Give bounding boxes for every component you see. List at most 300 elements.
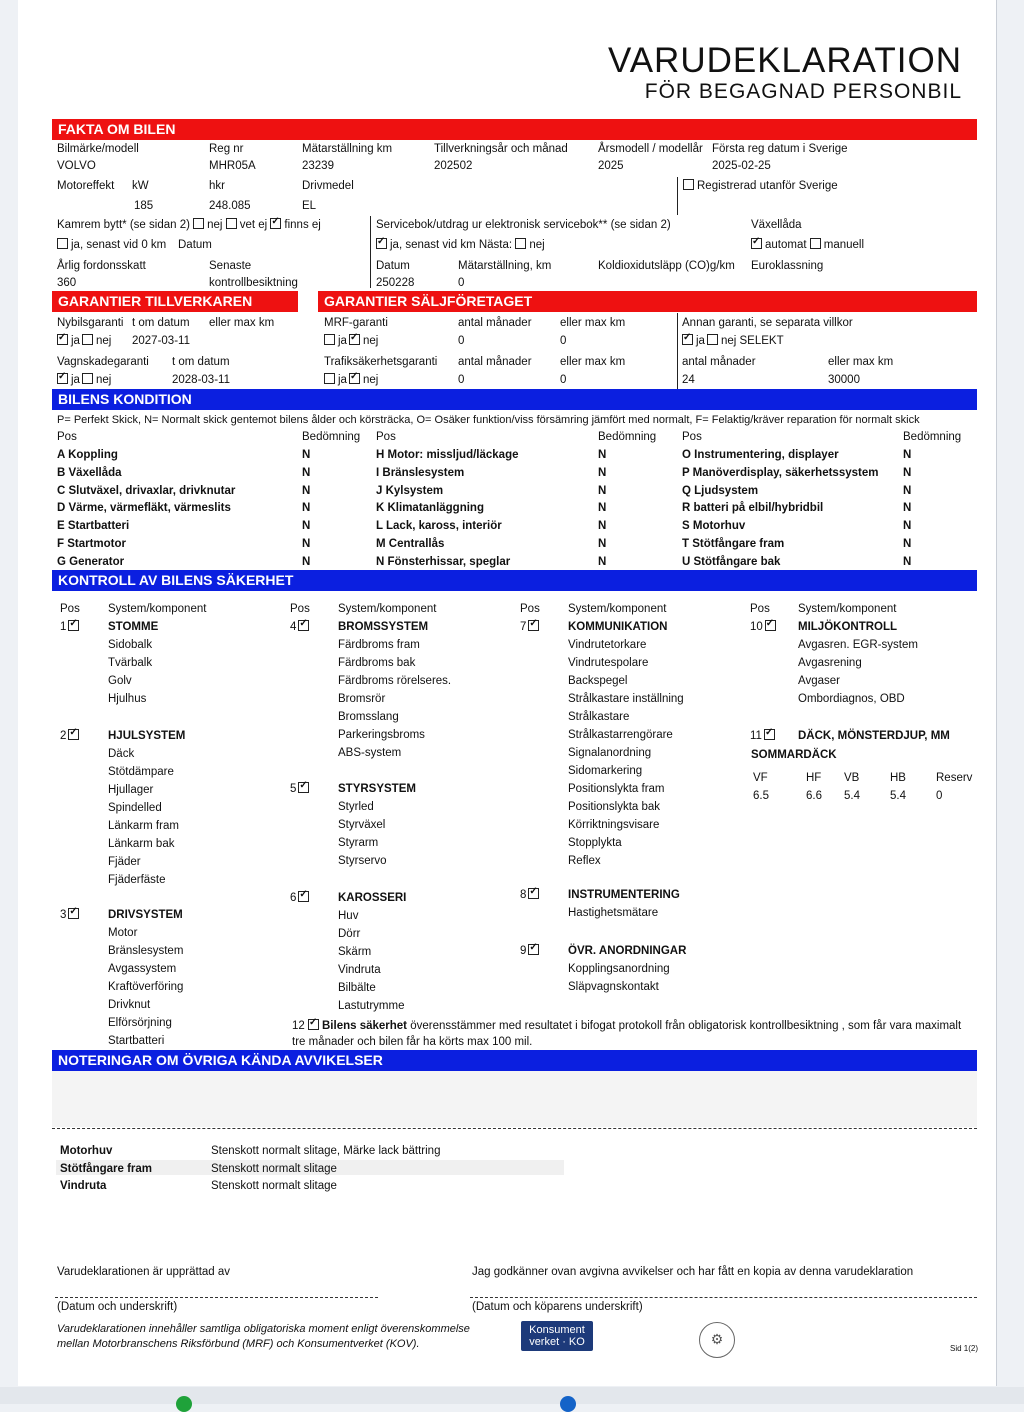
mrf-nej: nej (362, 335, 379, 347)
value-annan-max: 30000 (828, 374, 860, 386)
reg-utanfor-sverige (683, 179, 838, 193)
group-number: 2 (60, 730, 67, 742)
tire-season: SOMMARDÄCK (751, 749, 837, 761)
value-mrf-antal: 0 (458, 335, 465, 347)
label-tillverkningsar: Tillverkningsår och månad (434, 143, 568, 155)
label-trafik-antal: antal månader (458, 356, 532, 368)
kontroll-item: Bromsrör (338, 693, 386, 705)
servicebok-row (376, 238, 545, 252)
kontroll-item: Spindelled (108, 802, 162, 814)
label-arsmodell: Årsmodell / modellår (598, 143, 703, 155)
kontroll-item: Elförsörjning (108, 1017, 172, 1029)
kamrem-label: Kamrem bytt* (se sidan 2) (57, 219, 190, 231)
section-header-fakta: FAKTA OM BILEN (52, 119, 977, 140)
label-annan-garanti: Annan garanti, se separata villkor (682, 317, 853, 329)
note-part: Stötfångare fram (60, 1162, 153, 1175)
kontroll-item: Hjullager (108, 784, 154, 796)
page-number: Sid 1(2) (950, 1344, 979, 1353)
kontroll-item: Ombordiagnos, OBD (798, 693, 905, 705)
kontroll-item: Bränslesystem (108, 945, 184, 957)
kondition-grade: N (302, 520, 311, 533)
checkbox-checked[interactable] (270, 218, 281, 229)
kontroll-item: Länkarm fram (108, 820, 179, 832)
label-drivmedel: Drivmedel (302, 180, 354, 192)
annan-ja: ja (696, 335, 705, 347)
label-trafik-max: eller max km (560, 356, 626, 368)
kontroll-item: Länkarm bak (108, 838, 175, 850)
title-line2: FÖR BEGAGNAD PERSONBIL (644, 80, 962, 103)
kontroll-item: Strålkastarrengörare (568, 729, 673, 741)
checkbox-checked[interactable] (528, 620, 539, 631)
vaxellada-manuell: manuell (823, 239, 865, 251)
kondition-item: Q Ljudsystem (682, 484, 759, 497)
kontroll-group-name: STOMME (108, 621, 159, 633)
kontroll-item: ABS-system (338, 747, 402, 759)
kontroll-item: Sidobalk (108, 639, 153, 651)
checkbox[interactable] (324, 334, 335, 345)
kondition-item: C Slutväxel, drivaxlar, drivknutar (57, 484, 236, 497)
section-header-garantier-saljforetaget: GARANTIER SÄLJFÖRETAGET (318, 291, 977, 312)
kondition-grade: N (302, 538, 311, 550)
kondition-grade: N (598, 538, 607, 550)
value-fordonsskatt: 360 (57, 277, 77, 289)
kondition-bedomning-2: Bedömning (598, 431, 657, 443)
notes-area (52, 1071, 977, 1127)
kondition-item: H Motor: missljud/läckage (376, 449, 519, 461)
checkbox-checked[interactable] (298, 891, 309, 902)
kontroll-group-name: BROMSSYSTEM (338, 621, 429, 633)
kontroll-group-header (750, 620, 779, 634)
value-arsmodell: 2025 (598, 160, 624, 172)
kontroll-item: Strålkastare inställning (568, 693, 684, 705)
signature-right-sub: (Datum och köparens underskrift) (472, 1301, 643, 1313)
section-header-garantier-tillverkaren: GARANTIER TILLVERKAREN (52, 291, 298, 312)
trafik-nej: nej (362, 374, 379, 386)
group-number: 6 (290, 892, 297, 904)
servicebok-ja: ja, senast vid km (390, 239, 476, 251)
checkbox-checked[interactable] (349, 334, 360, 345)
note-text: Stenskott normalt slitage (211, 1180, 337, 1192)
kondition-item: U Stötfångare bak (682, 555, 781, 568)
kontroll-item: Vindrutespolare (568, 657, 649, 669)
checkbox-checked[interactable] (764, 729, 775, 740)
label-kontrollbesiktning: kontrollbesiktning (209, 277, 298, 289)
kontroll-item-12 (292, 1019, 961, 1033)
value-drivmedel: EL (302, 200, 317, 212)
kontroll-item: Backspegel (568, 675, 628, 687)
document-title (608, 42, 962, 104)
divider (677, 313, 678, 389)
kontroll-item: Bilbälte (338, 982, 376, 994)
tire-header: VB (844, 772, 860, 784)
kondition-item: K Klimatanläggning (376, 502, 484, 515)
kontroll-item: Bromsslang (338, 711, 399, 723)
kontroll-item: Däck (108, 748, 135, 760)
value-forsta-reg: 2025-02-25 (712, 160, 771, 172)
kontroll-item: Färdbroms fram (338, 639, 420, 651)
checkbox-checked[interactable] (682, 334, 693, 345)
kondition-item: S Motorhuv (682, 520, 746, 533)
annan-nej: nej (720, 335, 737, 347)
kondition-item: N Fönsterhissar, speglar (376, 555, 511, 568)
label-mrf-antal: antal månader (458, 317, 532, 329)
kontroll-item: Hjulhus (108, 693, 147, 705)
kontroll-group-name: HJULSYSTEM (108, 730, 186, 742)
note-text: Stenskott normalt slitage, Märke lack bättring (211, 1145, 441, 1157)
checkbox-checked[interactable] (298, 620, 309, 631)
kontroll-item: Styrservo (338, 855, 387, 867)
viewer-footer-bar (0, 1387, 1024, 1404)
annan-janej (682, 334, 784, 348)
kontroll-group-header (520, 944, 542, 958)
checkbox[interactable] (193, 218, 204, 229)
kontroll-group-name: ÖVR. ANORDNINGAR (568, 945, 687, 957)
vagn-janej (57, 373, 111, 387)
group-number: 4 (290, 621, 297, 633)
label-fordonsskatt: Årlig fordonsskatt (57, 260, 146, 272)
checkbox-checked[interactable] (528, 944, 539, 955)
kontroll-item: Huv (338, 910, 359, 922)
title-line1: VARUDEKLARATION (607, 41, 962, 80)
label-forsta-reg: Första reg datum i Sverige (712, 143, 848, 155)
kamrem-datum: Datum (178, 239, 212, 251)
label-regnr: Reg nr (209, 143, 244, 155)
kondition-grade: N (302, 449, 311, 461)
kondition-pos-2: Pos (376, 431, 396, 443)
vaxellada-automat: automat (765, 239, 807, 251)
signature-left-label: Varudeklarationen är upprättad av (57, 1266, 231, 1278)
kontroll-item: Färdbroms bak (338, 657, 416, 669)
label-matarstallning-km: Mätarställning, km (458, 260, 552, 272)
label-matarstallning: Mätarställning km (302, 143, 393, 155)
label-kw: kW (132, 180, 149, 192)
info-icon (560, 1396, 576, 1412)
checkbox-checked[interactable] (298, 782, 309, 793)
kondition-grade: N (302, 466, 311, 479)
kontroll-group-name: MILJÖKONTROLL (798, 621, 898, 633)
group-number: 10 (750, 621, 763, 633)
logo-line1: Konsument (529, 1324, 585, 1336)
kontroll-item: Styrarm (338, 837, 379, 849)
checkbox-checked[interactable] (68, 908, 79, 919)
kontroll-item: Kopplingsanordning (568, 963, 670, 975)
kondition-grade: N (903, 466, 912, 479)
checkbox-checked[interactable] (57, 334, 68, 345)
checkbox[interactable] (515, 238, 526, 249)
kondition-grade: N (903, 555, 912, 568)
kondition-grade: N (598, 466, 607, 479)
konsumentverket-logo (521, 1321, 593, 1351)
mrf-ja: ja (338, 335, 347, 347)
kondition-item: T Stötfångare fram (682, 538, 785, 550)
kontroll-group-header (750, 729, 778, 743)
signature-right-line[interactable] (470, 1297, 977, 1298)
label-mrf-garanti: MRF-garanti (324, 317, 388, 329)
vaxellada-row (751, 238, 864, 252)
item12-text1: överensstämmer med resultatet i bifogat protokoll från obligatorisk kontrollbesiktning , som får vara maximalt (407, 1020, 962, 1032)
kontroll-item: Parkeringsbroms (338, 729, 425, 741)
footer-text-2: mellan Motorbranschens Riksförbund (MRF) och Konsumentverket (KOV). (57, 1338, 420, 1350)
checkbox-checked[interactable] (376, 238, 387, 249)
checkbox[interactable] (82, 334, 93, 345)
value-hkr: 248.085 (209, 200, 251, 212)
label-vagnskadegaranti: Vagnskadegaranti (57, 356, 149, 368)
item12-text2: tre månader och bilen får ha körts max 100 mil. (292, 1036, 533, 1048)
trafik-ja: ja (338, 374, 347, 386)
kontroll-item: Avgasrening (798, 657, 862, 669)
kontroll-item: Fjäderfäste (108, 874, 166, 886)
label-mrf-max: eller max km (560, 317, 626, 329)
kontroll-item: Avgassystem (108, 963, 177, 975)
kontroll-item: Startbatteri (108, 1035, 165, 1047)
document-page (18, 0, 997, 1386)
vaxellada-label: Växellåda (751, 219, 802, 231)
divider (677, 177, 678, 215)
label-motoreffekt: Motoreffekt (57, 180, 115, 192)
group-number: 9 (520, 945, 527, 957)
kondition-item: A Koppling (57, 449, 118, 461)
kontroll-item: Strålkastare (568, 711, 630, 723)
label-annan-max: eller max km (828, 356, 894, 368)
nybil-janej (57, 334, 111, 348)
group-number: 3 (60, 909, 67, 921)
kontroll-group-name: KOMMUNIKATION (568, 621, 668, 633)
kontroll-item: Positionslykta bak (568, 801, 661, 813)
kondition-pos-1: Pos (57, 431, 77, 443)
note-text: Stenskott normalt slitage (211, 1162, 337, 1175)
kontroll-item: Styrväxel (338, 819, 386, 831)
kontroll-item: Avgasren. EGR-system (798, 639, 918, 651)
label-senaste: Senaste (209, 260, 252, 272)
checkbox-checked[interactable] (57, 373, 68, 384)
label-vagn-tom: t om datum (172, 356, 230, 368)
checkbox[interactable] (683, 179, 694, 190)
kontroll-item: Positionslykta fram (568, 783, 665, 795)
label-trafiksakerhetsgaranti: Trafiksäkerhetsgaranti (324, 356, 438, 368)
tire-header: HB (890, 772, 906, 784)
kontroll-item: Tvärbalk (108, 657, 153, 669)
kamrem-finns-ej: finns ej (284, 219, 321, 231)
kondition-item: E Startbatteri (57, 520, 130, 533)
kontroll-group-header (290, 782, 312, 796)
kontroll-group-name: DÄCK, MÖNSTERDJUP, MM (798, 730, 950, 742)
value-datum: 250228 (376, 277, 415, 289)
reg-utanfor-label: Registrerad utanför Sverige (697, 180, 838, 192)
value-bilmarke: VOLVO (57, 160, 96, 172)
checkbox-checked[interactable] (765, 620, 776, 631)
group-number: 7 (520, 621, 527, 633)
checkbox-checked[interactable] (528, 888, 539, 899)
checkbox[interactable] (707, 334, 718, 345)
kontroll-system-3: System/komponent (568, 603, 667, 615)
value-trafik-antal: 0 (458, 374, 465, 386)
checkbox[interactable] (57, 238, 68, 249)
logo-line2: verket · KO (529, 1336, 585, 1348)
kondition-item: P Manöverdisplay, säkerhetssystem (682, 466, 879, 479)
notes-divider (52, 1128, 977, 1129)
kontroll-item: Stötdämpare (108, 766, 174, 778)
kontroll-item: Lastutrymme (338, 1000, 405, 1012)
kondition-grade: N (598, 555, 607, 568)
servicebok-nej: nej (529, 239, 545, 251)
note-part: Vindruta (60, 1180, 107, 1192)
note-part: Motorhuv (60, 1145, 113, 1157)
tire-header: Reserv (936, 772, 973, 784)
kontroll-item: Golv (108, 675, 132, 687)
tire-value: 5.4 (844, 790, 860, 802)
section-header-noteringar: NOTERINGAR OM ÖVRIGA KÄNDA AVVIKELSER (52, 1050, 977, 1071)
kontroll-item: Släpvagnskontakt (568, 981, 659, 993)
kontroll-group-header (290, 891, 312, 905)
label-euroklassning: Euroklassning (751, 260, 824, 272)
value-tillverkningsar: 202502 (434, 160, 473, 172)
kontroll-item: Avgaser (798, 675, 840, 687)
kontroll-group-name: STYRSYSTEM (338, 783, 416, 795)
kondition-pos-3: Pos (682, 431, 702, 443)
kontroll-group-header (290, 620, 312, 634)
kontroll-item: Kraftöverföring (108, 981, 184, 993)
value-kw: 185 (134, 200, 154, 212)
item12-bold: Bilens säkerhet (322, 1020, 408, 1032)
kontroll-pos-1: Pos (60, 603, 80, 615)
group-number: 11 (750, 730, 762, 742)
kontroll-pos-4: Pos (750, 603, 770, 615)
kondition-item: O Instrumentering, displayer (682, 449, 839, 461)
kontroll-system-4: System/komponent (798, 603, 897, 615)
value-annan-antal: 24 (682, 374, 695, 386)
checkbox[interactable] (324, 373, 335, 384)
kondition-legend: P= Perfekt Skick, N= Normalt skick gentemot bilens ålder och körsträcka, O= Osäker funktion/viss försämring jämfört med normalt, F= Felaktig/kräver reparation för normalt skick (57, 414, 920, 426)
kondition-item: B Växellåda (57, 466, 122, 479)
checkbox[interactable] (226, 218, 237, 229)
checkbox-checked[interactable] (68, 620, 79, 631)
checkbox-checked[interactable] (68, 729, 79, 740)
label-annan-antal: antal månader (682, 356, 756, 368)
kamrem-ja-row (57, 238, 166, 252)
kamrem-vet-ej: vet ej (239, 219, 268, 231)
kondition-grade: N (903, 484, 912, 497)
kontroll-group-header (520, 888, 542, 902)
checkbox-checked[interactable] (349, 373, 360, 384)
group-number: 1 (60, 621, 67, 633)
kamrem-ja-senast: ja, senast vid 0 km (71, 239, 167, 251)
mrf-janej (324, 334, 378, 348)
signature-left-line[interactable] (55, 1297, 378, 1298)
value-vagn-date: 2028-03-11 (172, 374, 230, 386)
value-regnr: MHR05A (209, 160, 256, 172)
kondition-item: R batteri på elbil/hybridbil (682, 502, 824, 515)
section-header-kontroll: KONTROLL AV BILENS SÄKERHET (52, 570, 977, 591)
servicebok-nasta: Nästa: (478, 239, 513, 251)
vagn-ja: ja (71, 374, 80, 386)
label-co2: Koldioxidutsläpp (CO)g/km (598, 260, 735, 272)
kontroll-item: Reflex (568, 855, 601, 867)
kondition-item: G Generator (57, 555, 125, 568)
value-nybil-date: 2027-03-11 (132, 335, 190, 347)
value-matarstallning: 23239 (302, 160, 334, 172)
kontroll-item: Körriktningsvisare (568, 819, 660, 831)
kondition-grade: N (302, 484, 311, 497)
kamrem-row (57, 218, 321, 232)
kondition-bedomning-1: Bedömning (302, 431, 361, 443)
annan-text: SELEKT (739, 335, 784, 347)
kondition-grade: N (302, 502, 311, 515)
kondition-grade: N (903, 538, 912, 550)
checkbox[interactable] (810, 238, 821, 249)
status-green-icon (176, 1396, 192, 1412)
group-number: 5 (290, 783, 297, 795)
kondition-item: I Bränslesystem (376, 466, 465, 479)
kontroll-item: Färdbroms rörelseres. (338, 675, 452, 687)
kontroll-item: Vindruta (338, 964, 381, 976)
kontroll-item: Skärm (338, 946, 372, 958)
kontroll-group-header (60, 620, 82, 634)
kontroll-item: Motor (108, 927, 138, 939)
kondition-grade: N (598, 449, 607, 461)
kontroll-item: Drivknut (108, 999, 151, 1011)
tire-value: 6.5 (753, 790, 769, 802)
kontroll-group-name: INSTRUMENTERING (568, 889, 680, 901)
kontroll-item: Stopplykta (568, 837, 622, 849)
kontroll-group-header (60, 729, 82, 743)
kontroll-group-name: DRIVSYSTEM (108, 909, 183, 921)
group-number: 8 (520, 889, 527, 901)
kondition-item: L Lack, kaross, interiör (376, 520, 502, 533)
kondition-grade: N (302, 555, 311, 568)
trafik-janej (324, 373, 378, 387)
kontroll-system-2: System/komponent (338, 603, 437, 615)
tire-header: HF (806, 772, 822, 784)
value-matarstallning-km: 0 (458, 277, 465, 289)
kontroll-item: Sidomarkering (568, 765, 643, 777)
kontroll-system-1: System/komponent (108, 603, 207, 615)
label-bilmarke: Bilmärke/modell (57, 143, 139, 155)
kontroll-group-name: KAROSSERI (338, 892, 407, 904)
kondition-grade: N (903, 520, 912, 533)
checkbox-checked[interactable] (308, 1019, 319, 1030)
kontroll-item: Fjäder (108, 856, 141, 868)
servicebok-label: Servicebok/utdrag ur elektronisk servicebok** (se sidan 2) (376, 219, 671, 231)
kondition-grade: N (903, 502, 912, 515)
vagn-nej: nej (95, 374, 112, 386)
label-nybilsgaranti: Nybilsgaranti (57, 317, 124, 329)
footer-text-1: Varudeklarationen innehåller samtliga obligatoriska moment enligt överenskommelse (57, 1323, 470, 1335)
tire-value: 6.6 (806, 790, 822, 802)
value-trafik-max: 0 (560, 374, 567, 386)
kontroll-item: Styrled (338, 801, 374, 813)
kontroll-pos-3: Pos (520, 603, 540, 615)
label-nybil-max: eller max km (209, 317, 275, 329)
nybil-nej: nej (95, 335, 112, 347)
kondition-grade: N (598, 484, 607, 497)
kamrem-nej: nej (207, 219, 223, 231)
value-mrf-max: 0 (560, 335, 567, 347)
nybil-ja: ja (71, 335, 80, 347)
kondition-grade: N (903, 449, 912, 461)
checkbox-checked[interactable] (751, 238, 762, 249)
label-hkr: hkr (209, 180, 225, 192)
kondition-item: F Startmotor (57, 538, 126, 550)
signature-left-sub: (Datum och underskrift) (57, 1301, 178, 1313)
signature-right-label: Jag godkänner ovan avgivna avvikelser och har fått en kopia av denna varudeklaration (472, 1266, 914, 1278)
kontroll-item: Signalanordning (568, 747, 652, 759)
kondition-item: D Värme, värmefläkt, värmeslits (57, 502, 231, 515)
kondition-grade: N (598, 520, 607, 533)
label-datum: Datum (376, 260, 410, 272)
checkbox[interactable] (82, 373, 93, 384)
kontroll-pos-2: Pos (290, 603, 310, 615)
kondition-grade: N (598, 502, 607, 515)
